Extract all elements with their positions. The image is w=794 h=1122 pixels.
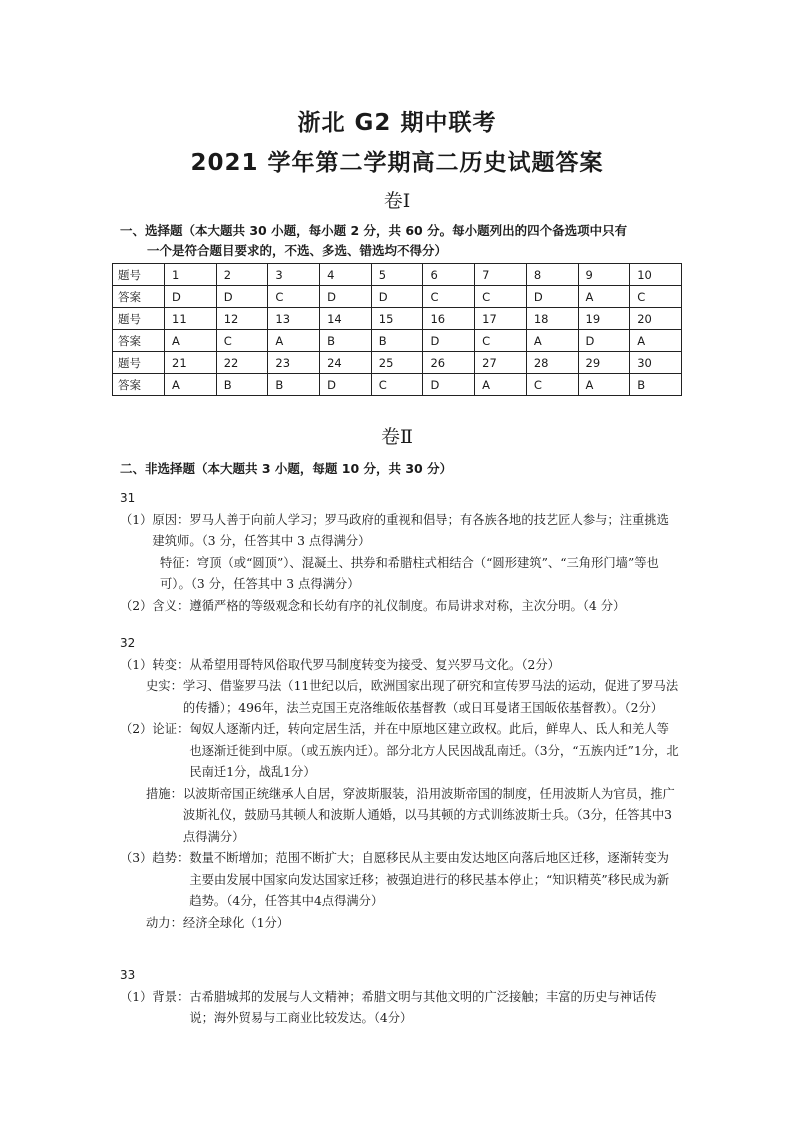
section-1-line-2: 一个是符合题目要求的，不选、多选、错选均不得分） (147, 243, 448, 258)
sub-label: 史实： (146, 679, 183, 693)
part-text: 含义：遵循严格的等级观念和长幼有序的礼仪制度。布局讲求对称，主次分明。（4 分） (152, 598, 626, 613)
sub-label: 论证： (152, 722, 190, 736)
answer-cell: B (630, 374, 682, 396)
q31-part-1 (120, 510, 680, 553)
answer-cell: B (320, 330, 372, 352)
question-number-cell: 6 (423, 264, 475, 286)
answer-cell: C (371, 374, 423, 396)
question-number-cell: 26 (423, 352, 475, 374)
answer-cell: D (423, 330, 475, 352)
sub-label: 措施： (146, 786, 183, 801)
q32-p3-sub-1 (152, 848, 680, 913)
row-header-answer: 答案 (113, 286, 165, 308)
answer-table (112, 263, 682, 396)
question-number-cell: 25 (371, 352, 423, 374)
q33-p1-sub-1 (152, 987, 680, 1030)
answer-cell: A (165, 330, 217, 352)
question-number-cell: 28 (526, 352, 578, 374)
question-number-cell: 19 (578, 308, 630, 330)
q32-part-1 (120, 655, 680, 677)
volume-1-heading: 卷Ⅰ (383, 190, 411, 212)
answer-cell: C (216, 330, 268, 352)
question-number-cell: 27 (475, 352, 527, 374)
volume-2-heading: 卷Ⅱ (381, 426, 413, 448)
section-1-instructions (120, 221, 680, 261)
question-number: 32 (120, 636, 136, 650)
answer-cell: D (371, 286, 423, 308)
question-number-cell: 4 (320, 264, 372, 286)
answer-cell: B (216, 374, 268, 396)
question-number-cell: 14 (320, 308, 372, 330)
sub-label: 动力： (146, 915, 183, 930)
question-number-cell: 29 (578, 352, 630, 374)
question-number-cell: 18 (526, 308, 578, 330)
sub-label: 背景： (152, 989, 190, 1004)
question-number-cell: 13 (268, 308, 320, 330)
part-label: （1） (120, 989, 153, 1004)
part-label: （3） (120, 851, 153, 865)
sub-text: 从希望用哥特风俗取代罗马制度转变为接受、复兴罗马文化。（2分） (189, 657, 560, 672)
question-31 (120, 488, 680, 617)
answer-cell: A (578, 286, 630, 308)
answer-row (113, 374, 682, 396)
answer-cell: C (475, 330, 527, 352)
question-number-cell: 8 (526, 264, 578, 286)
question-number-cell: 30 (630, 352, 682, 374)
question-number: 33 (120, 968, 136, 982)
question-number-cell: 17 (475, 308, 527, 330)
sub-text: 匈奴人逐渐内迁，转向定居生活，并在中原地区建立政权。此后，鲜卑人、氐人和羌人等也逐渐迁徙到中原。（或五族内迁）。部分北方人民因战乱南迁。（3分，“五族内迁”1分，北民南迁1分，战乱1分） (189, 722, 679, 779)
question-number-cell: 21 (165, 352, 217, 374)
part-label: （1） (120, 657, 153, 672)
exam-title: 浙北 G2 期中联考 (297, 110, 497, 136)
part-label: （2） (120, 722, 153, 736)
answer-cell: D (423, 374, 475, 396)
question-number-cell: 5 (371, 264, 423, 286)
answer-cell: B (371, 330, 423, 352)
question-number-cell: 23 (268, 352, 320, 374)
q32-part-2 (120, 719, 680, 784)
exam-subtitle: 2021 学年第二学期高二历史试题答案 (190, 150, 604, 176)
sub-label: 转变： (152, 657, 190, 672)
answer-row (113, 286, 682, 308)
question-number-cell: 3 (268, 264, 320, 286)
part-body (152, 848, 680, 913)
part-body (152, 719, 680, 784)
question-number-cell: 7 (475, 264, 527, 286)
question-number-cell: 22 (216, 352, 268, 374)
q32-p3-sub-2 (120, 913, 680, 935)
part-text: 特征：穹顶（或“圆顶”）、混凝土、拱券和希腊柱式相结合（“圆形建筑”、“三角形门墙”等也可）。（3 分，任答其中 3 点得满分） (160, 555, 659, 591)
question-number-cell: 1 (165, 264, 217, 286)
part-text: 原因：罗马人善于向前人学习；罗马政府的重视和倡导；有各族各地的技艺匠人参与；注重挑选建筑师。（3 分，任答其中 3 点得满分） (152, 512, 669, 548)
answer-cell: B (268, 374, 320, 396)
row-header-question-number: 题号 (113, 264, 165, 286)
part-body (152, 987, 680, 1030)
sub-label: 趋势： (152, 851, 190, 865)
part-body (152, 655, 680, 677)
sub-text: 古希腊城邦的发展与人文精神；希腊文明与其他文明的广泛接触；丰富的历史与神话传说；海外贸易与工商业比较发达。（4分） (189, 989, 657, 1025)
answer-cell: A (526, 330, 578, 352)
question-number-cell: 24 (320, 352, 372, 374)
row-header-question-number: 题号 (113, 352, 165, 374)
question-number-cell: 20 (630, 308, 682, 330)
q32-part-3 (120, 848, 680, 913)
q32-p2-sub-2 (120, 784, 680, 849)
answer-cell: C (526, 374, 578, 396)
answer-cell: A (165, 374, 217, 396)
answer-cell: C (475, 286, 527, 308)
part-label: （1） (120, 512, 153, 527)
answer-cell: A (268, 330, 320, 352)
question-number-cell: 16 (423, 308, 475, 330)
part-label: （2） (120, 598, 153, 613)
question-number-cell: 2 (216, 264, 268, 286)
sub-text: 以波斯帝国正统继承人自居，穿波斯服装，沿用波斯帝国的制度，任用波斯人为官员，推广波斯礼仪，鼓励马其顿人和波斯人通婚，以马其顿的方式训练波斯士兵。（3分，任答其中3点得满分） (182, 786, 675, 844)
answer-cell: D (165, 286, 217, 308)
sub-text: 经济全球化（1分） (182, 915, 290, 930)
question-number-row (113, 352, 682, 374)
question-number-row (113, 308, 682, 330)
row-header-question-number: 题号 (113, 308, 165, 330)
sub-text: 学习、借鉴罗马法（11世纪以后，欧洲国家出现了研究和宣传罗马法的运动，促进了罗马法的传播）；496年，法兰克国王克洛维皈依基督教（或日耳曼诸王国皈依基督教）。（2分） (182, 679, 679, 715)
row-header-answer: 答案 (113, 374, 165, 396)
answer-cell: D (526, 286, 578, 308)
answer-cell: C (630, 286, 682, 308)
answer-cell: D (320, 286, 372, 308)
answer-cell: C (423, 286, 475, 308)
question-number-cell: 10 (630, 264, 682, 286)
sub-text: 数量不断增加；范围不断扩大；自愿移民从主要由发达地区向落后地区迁移，逐渐转变为主要由发展中国家向发达国家迁移；被强迫进行的移民基本停止；“知识精英”移民成为新趋势。（4分，任答其中4点得满分） (189, 851, 670, 908)
answer-cell: D (320, 374, 372, 396)
answer-cell: A (475, 374, 527, 396)
question-number-cell: 9 (578, 264, 630, 286)
question-number-cell: 11 (165, 308, 217, 330)
section-2-instructions: 二、非选择题（本大题共 3 小题，每题 10 分，共 30 分） (120, 461, 453, 476)
q33-part-1 (120, 987, 680, 1030)
q32-p2-sub-1 (152, 719, 680, 784)
answer-cell: A (578, 374, 630, 396)
section-1-line-1: 一、选择题（本大题共 30 小题，每小题 2 分，共 60 分。每小题列出的四个备选项中只有 (120, 223, 628, 238)
question-number-row (113, 264, 682, 286)
q31-part-2 (120, 596, 680, 618)
row-header-answer: 答案 (113, 330, 165, 352)
answer-cell: D (578, 330, 630, 352)
q31-part-1-features (120, 553, 680, 596)
answer-row (113, 330, 682, 352)
question-33 (120, 965, 680, 1030)
answer-cell: C (268, 286, 320, 308)
question-number-cell: 12 (216, 308, 268, 330)
q32-p1-sub-2 (120, 676, 680, 719)
question-number-cell: 15 (371, 308, 423, 330)
q32-p1-sub-1 (152, 655, 680, 677)
answer-cell: D (216, 286, 268, 308)
question-number: 31 (120, 491, 136, 505)
question-32 (120, 633, 680, 934)
answer-cell: A (630, 330, 682, 352)
